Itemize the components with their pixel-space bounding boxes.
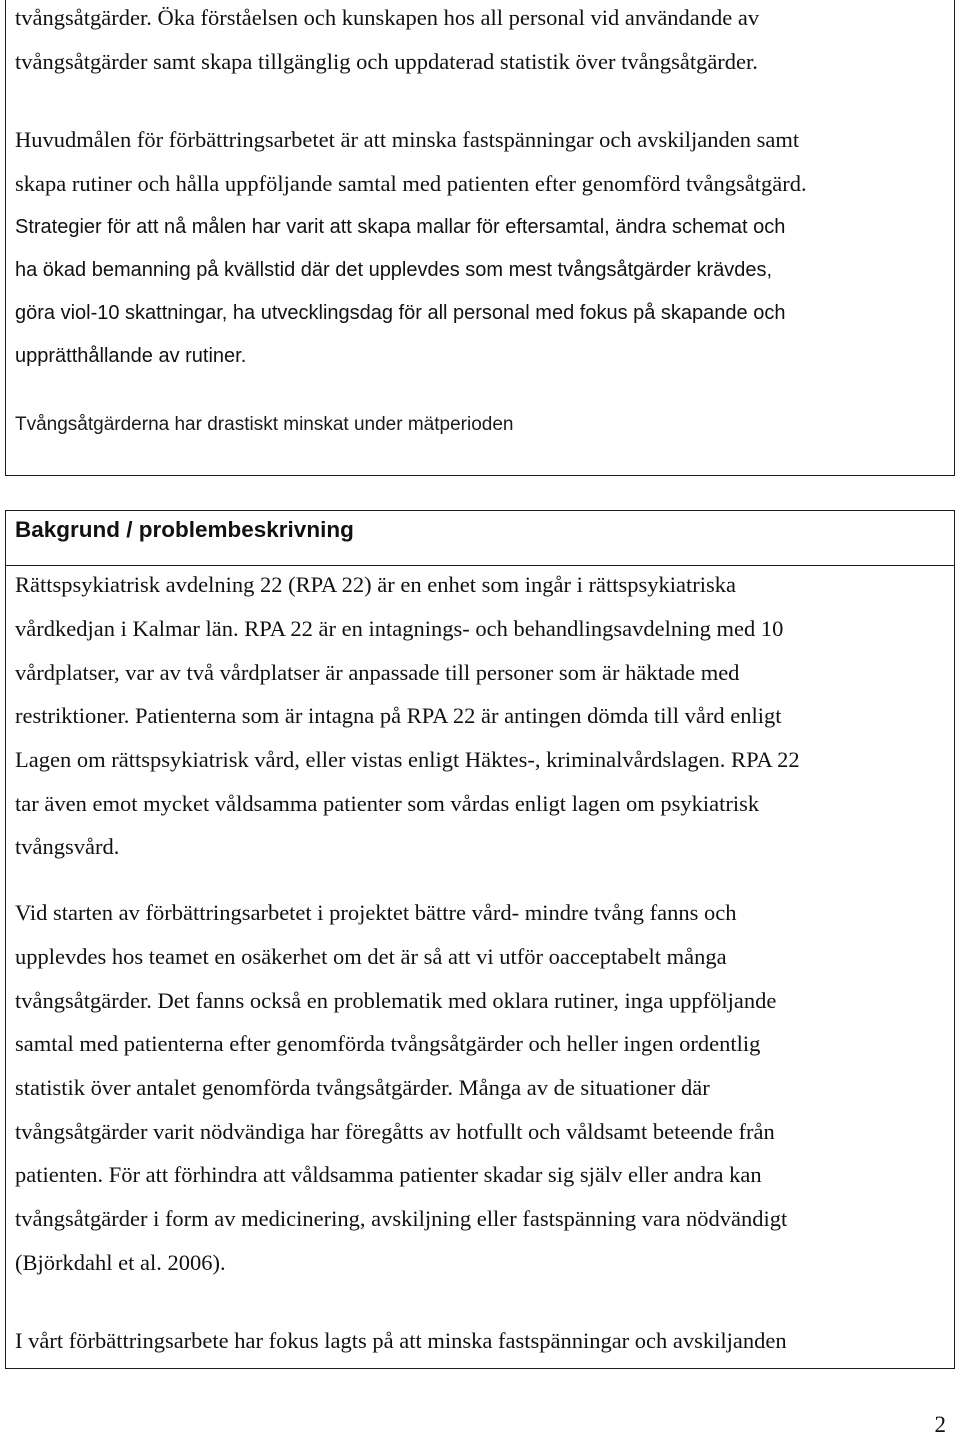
text-line: göra viol-10 skattningar, ha utvecklingsdag för all personal med fokus på skapande och (15, 301, 786, 324)
text-line: vårdkedjan i Kalmar län. RPA 22 är en intagnings- och behandlingsavdelning med 10 (15, 615, 784, 641)
text-line: Lagen om rättspsykiatrisk vård, eller vistas enligt Häktes-, kriminalvårdslagen. RPA 22 (15, 746, 800, 772)
text-line: tvångsvård. (15, 834, 120, 860)
text-line: Huvudmålen för förbättringsarbetet är att minska fastspänningar och avskiljanden samt (15, 127, 800, 152)
text-line: patienten. För att förhindra att våldsamma patienter skadar sig själv eller andra kan (15, 1162, 762, 1188)
text-line: statistik över antalet genomförda tvångsåtgärder. Många av de situationer där (15, 1074, 710, 1100)
text-line: Rättspsykiatrisk avdelning 22 (RPA 22) är en enhet som ingår i rättspsykiatriska (15, 572, 736, 598)
text-line: tvångsåtgärder i form av medicinering, avskiljning eller fastspänning vara nödvändigt (15, 1205, 788, 1231)
text-line: upplevdes hos teamet en osäkerhet om det är så att vi utför oacceptabelt många (15, 943, 727, 969)
background-paragraph (15, 1319, 950, 1363)
text-line: samtal med patienterna efter genomförda tvångsåtgärder och heller ingen ordentlig (15, 1031, 761, 1057)
text-line: I vårt förbättringsarbete har fokus lagts på att minska fastspänningar och avskiljanden (15, 1328, 787, 1354)
page-number: 2 (934, 1412, 946, 1437)
summary-paragraph (15, 206, 950, 378)
background-paragraph (15, 563, 950, 869)
text-line: restriktioner. Patienterna som är intagna på RPA 22 är antingen dömda till vård enligt (15, 703, 782, 729)
text-line: skapa rutiner och hålla uppföljande samtal med patienten efter genomförd tvångsåtgärd. (15, 171, 807, 196)
text-line: vårdplatser, var av två vårdplatser är anpassade till personer som är häktade med (15, 659, 740, 685)
text-line: tvångsåtgärder samt skapa tillgänglig och uppdaterad statistik över tvångsåtgärder. (15, 49, 758, 74)
background-paragraph (15, 891, 950, 1284)
text-line: tar även emot mycket våldsamma patienter som vårdas enligt lagen om psykiatrisk (15, 790, 760, 816)
text-line: Vid starten av förbättringsarbetet i projektet bättre vård- mindre tvång fanns och (15, 900, 737, 926)
text-line: Tvångsåtgärderna har drastiskt minskat under mätperioden (15, 413, 514, 435)
text-line: (Björkdahl et al. 2006). (15, 1249, 226, 1275)
section-heading: Bakgrund / problembeskrivning (15, 517, 354, 542)
summary-result-paragraph (15, 403, 950, 446)
text-line: ha ökad bemanning på kvällstid där det upplevdes som mest tvångsåtgärder krävdes, (15, 258, 773, 281)
text-line: upprätthållande av rutiner. (15, 344, 247, 367)
text-line: tvångsåtgärder. Öka förståelsen och kunskapen hos all personal vid användande av (15, 5, 760, 30)
summary-paragraph (15, 0, 950, 84)
text-line: tvångsåtgärder. Det fanns också en problematik med oklara rutiner, inga uppföljande (15, 987, 777, 1013)
text-line: tvångsåtgärder varit nödvändiga har föregåtts av hotfullt och våldsamt beteende från (15, 1118, 775, 1144)
summary-paragraph (15, 118, 950, 206)
text-line: Strategier för att nå målen har varit att skapa mallar för eftersamtal, ändra schemat och (15, 215, 786, 238)
